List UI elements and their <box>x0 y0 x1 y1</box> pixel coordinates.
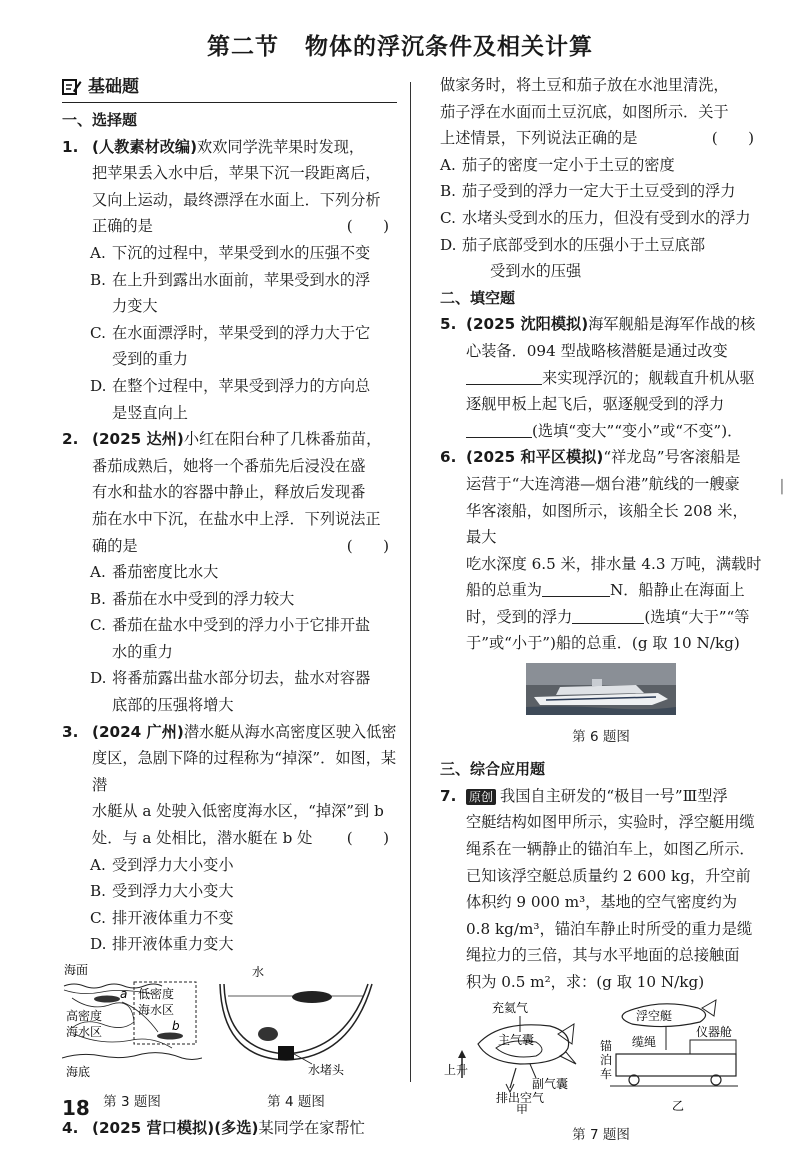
label-main-bag: 主气囊 <box>498 1032 535 1047</box>
question-7: 7. 原创 我国自主研发的“极目一号”Ⅲ型浮 空艇结构如图甲所示，实验时，浮空艇用缆 绳系在一辆静止的锚泊车上，如图乙所示． 已知该浮空艇总质量约 2 600 kg，升空前 体积约 9 000 m³，基地的空气密度约为 0.8 kg/m³，锚泊车静止时所受的重力是缆 绳拉力的三倍，其与水平地面的总接触面 积为 0.5 m²，求：(g 取 10 N/kg) <box>440 786 755 991</box>
figure-4 <box>216 962 376 1115</box>
submarine-b <box>157 1033 183 1040</box>
question-5: 5. (2025 沈阳模拟)海军舰船是海军作战的核 心装备．094 型战略核潜艇是通过改变 来实现浮沉的；舰载直升机从驱 逐舰甲板上起飞后，驱逐舰受到的浮力 (选填“变大”“变小”或“不变”)． <box>440 315 756 440</box>
ferry-photo <box>526 663 676 715</box>
sink-stopper <box>278 1046 294 1060</box>
label-yi: 乙 <box>672 1098 685 1113</box>
eggplant <box>292 991 332 1003</box>
left-column <box>62 72 397 1142</box>
option-1b: B. 在上升到露出水面前，苹果受到水的浮 力变大 <box>90 270 371 316</box>
label-rise: 上升 <box>444 1062 469 1077</box>
label-sea-surface: 海面 <box>64 963 89 977</box>
label-water: 水 <box>252 965 265 979</box>
label-airship: 浮空艇 <box>636 1008 673 1023</box>
label-jia: 甲 <box>516 1102 529 1114</box>
label-high-density-2: 海水区 <box>66 1025 103 1039</box>
option-1a: A. 下沉的过程中，苹果受到水的压强不变 <box>90 243 371 262</box>
label-anchor-2: 泊 <box>600 1052 613 1067</box>
figure-3-caption: 第 3 题图 <box>103 1093 161 1110</box>
section-fill-blank: 二、填空题 <box>440 288 516 307</box>
answer-paren: ( ) <box>346 829 389 848</box>
figure-4-caption: 第 4 题图 <box>267 1093 325 1110</box>
section-application: 三、综合应用题 <box>440 760 546 779</box>
page-title: 第二节 物体的浮沉条件及相关计算 <box>207 34 593 60</box>
option-1d: D. 在整个过程中，苹果受到浮力的方向总 是竖直向上 <box>90 376 371 422</box>
label-a: a <box>120 987 128 1001</box>
blank-5-1[interactable] <box>466 366 542 385</box>
question-6: 6. (2025 和平区模拟)“祥龙岛”号客滚船是 运营于“大连湾港—烟台港”航线的一艘豪 华客滚船，如图所示，该船全长 208 米，最大 吃水深度 6.5 米，排水量 4.3 万吨，满载时 船的总重为 N．船静止在海面上 时，受到的浮力 (选填“大于”“等 于”或“小于”)船的总重．(g 取 10 N/kg) <box>440 448 762 653</box>
label-seabed: 海底 <box>66 1065 91 1079</box>
question-4-continued: 做家务时，将土豆和茄子放在水池里清洗， 茄子浮在水面而土豆沉底，如图所示．关于 上述情景，下列说法正确的是 ( ) <box>440 72 762 152</box>
option-2c: C. 番茄在盐水中受到的浮力小于它排开盐 水的重力 <box>90 616 371 661</box>
potato <box>258 1027 278 1041</box>
option-3b: B. 受到浮力大小变大 <box>90 882 234 901</box>
option-3a: A. 受到浮力大小变小 <box>90 855 234 874</box>
source-tag: (2025 达州) <box>92 430 184 449</box>
figure-7-caption: 第 7 题图 <box>572 1127 630 1144</box>
option-3c: C. 排开液体重力不变 <box>90 908 234 927</box>
option-1c: C. 在水面漂浮时，苹果受到的浮力大于它 受到的重力 <box>90 323 371 369</box>
figure-6-caption: 第 6 题图 <box>572 728 630 745</box>
label-anchor-1: 锚 <box>600 1038 613 1053</box>
source-tag: (2024 广州) <box>92 722 184 741</box>
label-low-density-2: 海水区 <box>138 1003 175 1017</box>
option-4b: B. 茄子受到的浮力一定大于土豆受到的浮力 <box>440 182 736 201</box>
option-2a: A. 番茄密度比水大 <box>90 563 219 582</box>
source-tag: (2025 营口模拟)(多选) <box>92 1119 259 1138</box>
margin-mark: │ <box>778 480 786 495</box>
figures-3-4 <box>62 962 397 1115</box>
label-exhaust: 排出空气 <box>496 1090 545 1105</box>
figure-3 <box>62 962 202 1115</box>
question-1: 1. (人教素材改编)欢欢同学洗苹果时发现， 把苹果丢入水中后，苹果下沉一段距离后， 又向上运动，最终漂浮在水面上．下列分析 正确的是 ( ) <box>62 134 397 240</box>
blank-6-1[interactable] <box>542 578 610 597</box>
label-anchor-3: 车 <box>600 1066 613 1081</box>
option-4c: C. 水堵头受到水的压力，但没有受到水的浮力 <box>440 208 751 227</box>
label-helium: 充氦气 <box>492 1000 529 1015</box>
label-cable: 缆绳 <box>632 1034 657 1049</box>
source-tag: (2025 和平区模拟) <box>466 448 604 467</box>
source-tag: (人教素材改编) <box>92 137 198 156</box>
label-high-density-1: 高密度 <box>66 1009 103 1023</box>
submarine-a <box>94 996 120 1003</box>
page-number: 18 <box>62 1096 90 1120</box>
blank-5-2[interactable] <box>466 419 532 438</box>
label-b: b <box>172 1019 180 1033</box>
label-low-density-1: 低密度 <box>138 987 175 1001</box>
submarine-diagram <box>62 962 202 1080</box>
column-divider <box>410 82 411 1082</box>
option-4a: A. 茄子的密度一定小于土豆的密度 <box>440 155 675 174</box>
source-tag: (2025 沈阳模拟) <box>466 315 589 334</box>
question-4: 4. (2025 营口模拟)(多选)某同学在家帮忙 <box>62 1119 365 1138</box>
answer-paren: ( ) <box>346 536 389 555</box>
label-stopper: 水堵头 <box>308 1063 345 1077</box>
airship-diagram <box>440 998 740 1114</box>
sink-diagram <box>216 962 376 1080</box>
pencil-note-icon <box>62 78 82 96</box>
question-3: 3. (2024 广州)潜水艇从海水高密度区驶入低密 度区，急剧下降的过程称为“掉深”．如图，某潜 水艇从 a 处驶入低密度海水区，“掉深”到 b 处．与 a 处相比，潜水艇在 b 处 ( ) <box>62 719 397 852</box>
option-4d: D. 茄子底部受到水的压强小于土豆底部 受到水的压强 <box>440 235 705 281</box>
figure-7 <box>440 998 762 1149</box>
basic-heading: 基础题 <box>62 72 397 103</box>
section-choice: 一、选择题 <box>62 111 138 129</box>
option-2b: B. 番茄在水中受到的浮力较大 <box>90 589 295 608</box>
figure-6 <box>440 663 762 750</box>
option-2d: D. 将番茄露出盐水部分切去，盐水对容器 底部的压强将增大 <box>90 669 371 715</box>
blank-6-2[interactable] <box>572 605 644 624</box>
label-cabin: 仪器舱 <box>696 1024 733 1039</box>
answer-paren: ( ) <box>711 129 754 148</box>
original-badge: 原创 <box>466 789 496 805</box>
question-2: 2. (2025 达州)小红在阳台种了几株番茄苗， 番茄成熟后，她将一个番茄先后浸没在盛 有水和盐水的容器中静止，释放后发现番 茄在水中下沉，在盐水中上浮．下列说法正 确的是 ( ) <box>62 426 397 559</box>
label-aux-bag: 副气囊 <box>532 1076 569 1091</box>
right-column <box>440 72 762 1149</box>
answer-paren: ( ) <box>346 217 389 236</box>
option-3d: D. 排开液体重力变大 <box>90 935 234 954</box>
